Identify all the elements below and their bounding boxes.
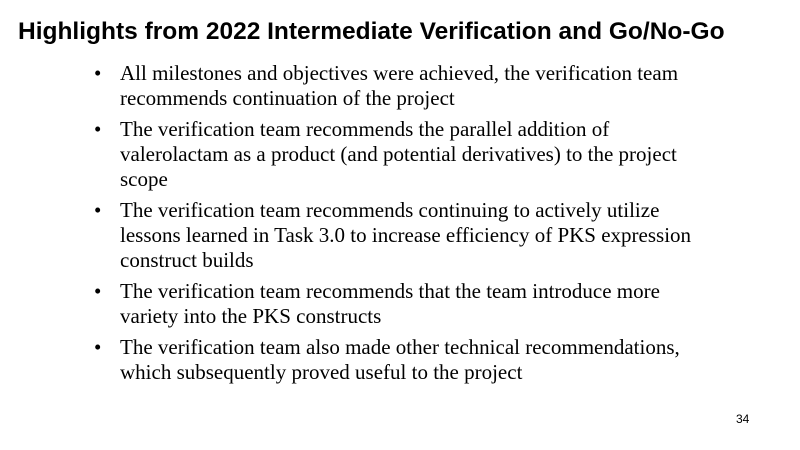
bullet-text: The verification team also made other technical recommendations, which subsequently proved useful to the project: [120, 335, 680, 384]
bullet-item-valerolactam: [94, 117, 694, 192]
bullet-text: The verification team recommends continuing to actively utilize lessons learned in Task 3.0 to increase efficiency of PKS expression construct builds: [120, 198, 692, 272]
bullet-icon: •: [94, 61, 102, 85]
bullet-text: All milestones and objectives were achieved, the verification team recommends continuation of the project: [120, 61, 679, 110]
page-number: 34: [736, 412, 750, 426]
bullet-text: The verification team recommends that the team introduce more variety into the PKS constructs: [120, 279, 660, 328]
bullet-icon: •: [94, 335, 102, 359]
bullet-icon: •: [94, 117, 102, 141]
bullet-icon: •: [94, 198, 102, 222]
bullet-item-milestones: [94, 61, 694, 111]
bullet-item-technical-recommendations: [94, 335, 694, 385]
bullet-list: [94, 61, 694, 391]
bullet-icon: •: [94, 279, 102, 303]
slide-title: Highlights from 2022 Intermediate Verification and Go/No-Go: [18, 18, 725, 45]
bullet-item-lessons-learned: [94, 198, 694, 273]
bullet-text: The verification team recommends the parallel addition of valerolactam as a product (and potential derivatives) to the project scope: [120, 117, 677, 191]
bullet-item-pks-variety: [94, 279, 694, 329]
